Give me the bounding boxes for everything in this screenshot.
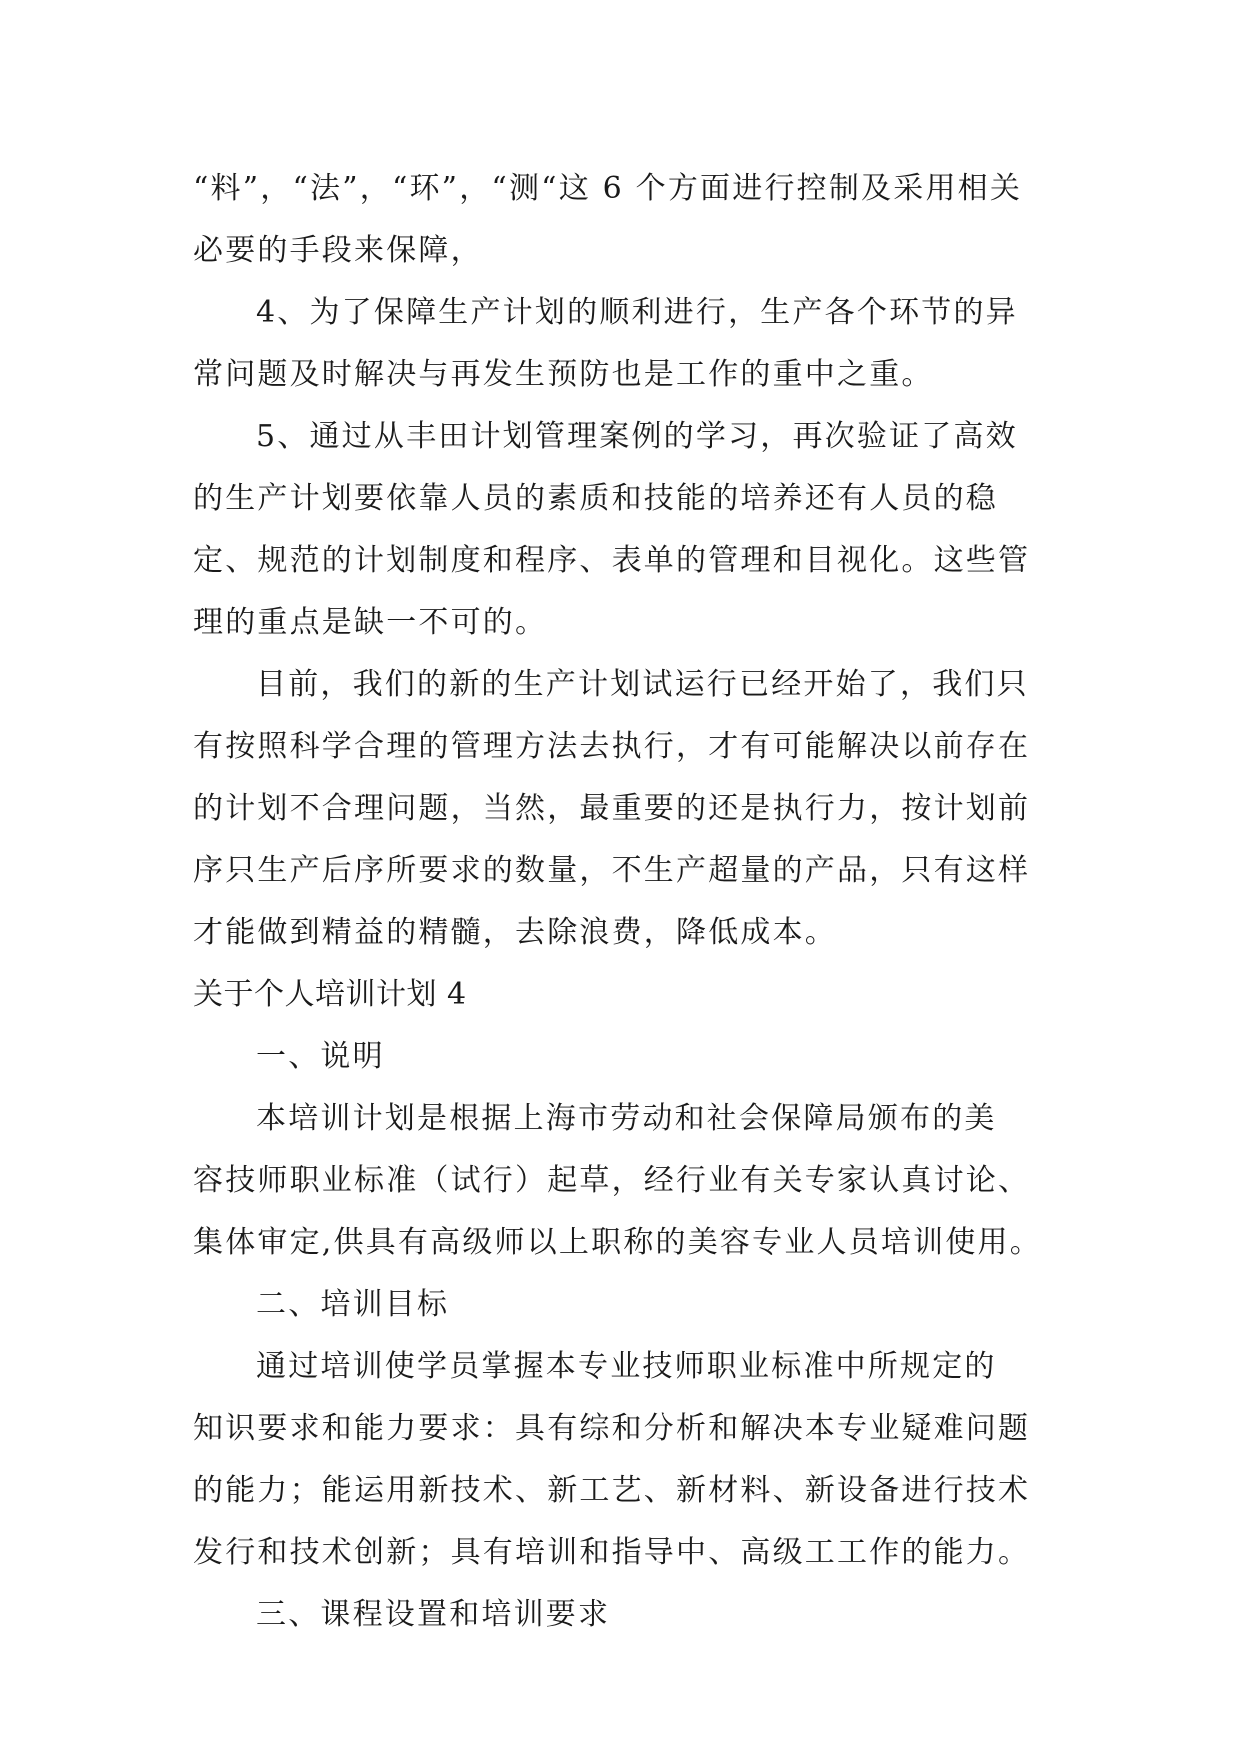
section-heading: 三、课程设置和培训要求 (256, 1597, 611, 1632)
text-line: 序只生产后序所要求的数量，不生产超量的产品，只有这样 (193, 853, 1031, 888)
section-title: 关于个人培训计划 4 (193, 977, 467, 1012)
text-line: 定、规范的计划制度和程序、表单的管理和目视化。这些管 (193, 543, 1031, 578)
text-line: 的计划不合理问题，当然，最重要的还是执行力，按计划前 (193, 791, 1031, 826)
text-line: 目前，我们的新的生产计划试运行已经开始了，我们只 (256, 667, 1029, 702)
text-line: 知识要求和能力要求：具有综和分析和解决本专业疑难问题 (193, 1411, 1031, 1446)
text-line: 才能做到精益的精髓，去除浪费，降低成本。 (193, 915, 837, 950)
text-line: 必要的手段来保障， (193, 233, 483, 268)
text-line: 本培训计划是根据上海市劳动和社会保障局颁布的美 (256, 1101, 997, 1136)
document-body (193, 158, 1073, 1646)
text-line: 的生产计划要依靠人员的素质和技能的培养还有人员的稳 (193, 481, 998, 516)
text-line: “料”，“法”，“环”，“测“这 6 个方面进行控制及采用相关 (193, 171, 1023, 206)
text-line: 常问题及时解决与再发生预防也是工作的重中之重。 (193, 357, 934, 392)
section-heading: 一、说明 (256, 1039, 385, 1074)
text-line: 有按照科学合理的管理方法去执行，才有可能解决以前存在 (193, 729, 1031, 764)
text-line: 集体审定,供具有高级师以上职称的美容专业人员培训使用。 (193, 1225, 1042, 1260)
text-line: 理的重点是缺一不可的。 (193, 605, 548, 640)
text-line: 发行和技术创新；具有培训和指导中、高级工工作的能力。 (193, 1535, 1031, 1570)
text-line: 容技师职业标准（试行）起草，经行业有关专家认真讨论、 (193, 1163, 1031, 1198)
text-line: 4、为了保障生产计划的顺利进行，生产各个环节的异 (256, 295, 1018, 330)
text-line: 5、通过从丰田计划管理案例的学习，再次验证了高效 (256, 419, 1018, 454)
text-line: 的能力；能运用新技术、新工艺、新材料、新设备进行技术 (193, 1473, 1031, 1508)
text-line: 通过培训使学员掌握本专业技师职业标准中所规定的 (256, 1349, 997, 1384)
section-heading: 二、培训目标 (256, 1287, 450, 1322)
